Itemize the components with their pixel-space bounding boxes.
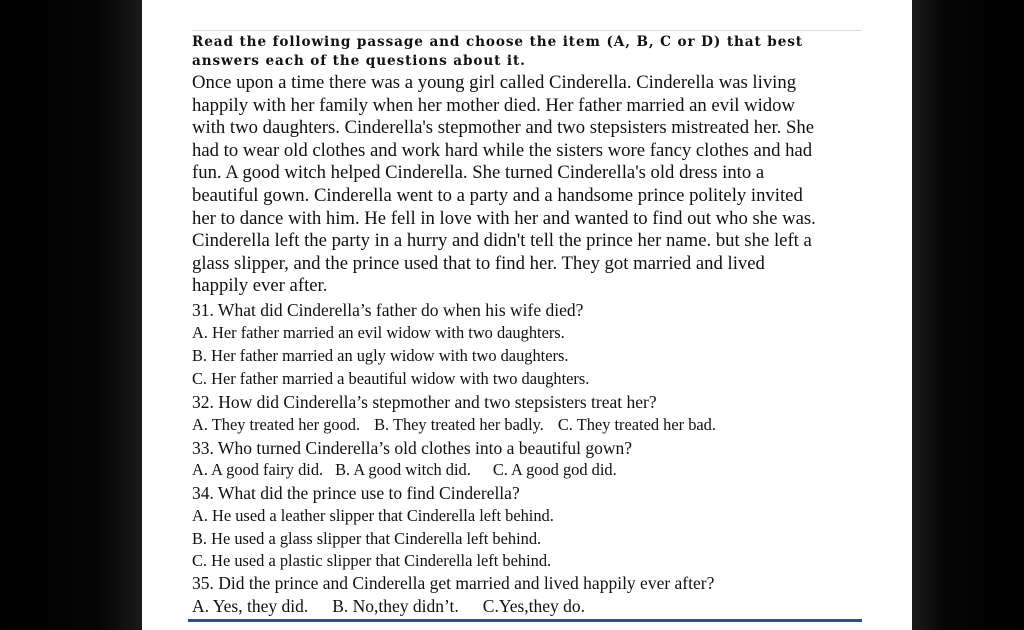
instruction-line-1: Read the following passage and choose the item (A, B, C or D) that best (192, 34, 803, 50)
passage-line: happily with her family when her mother died. Her father married an evil widow (192, 94, 795, 116)
passage-line: with two daughters. Cinderella's stepmother and two stepsisters mistreated her. She (192, 117, 815, 139)
instruction-line-2: answers each of the questions about it. (192, 53, 526, 69)
passage (192, 72, 872, 298)
passage-line: fun. A good witch helped Cinderella. She turned Cinderella's old dress into a (192, 162, 765, 184)
q35-option-c: C.Yes,they do. (482, 596, 586, 616)
q32-option-b: B. They treated her badly. (374, 415, 544, 434)
q31-option-a: A. Her father married an evil widow with two daughters. (192, 323, 565, 342)
passage-line: Cinderella left the party in a hurry and didn't tell the prince her name. but she left a (192, 230, 812, 252)
q35-options (192, 596, 585, 616)
passage-line: happily ever after. (192, 275, 328, 297)
q33-option-c: C. A good god did. (492, 460, 617, 479)
passage-line: beautiful gown. Cinderella went to a party and a handsome prince politely invited (192, 184, 803, 206)
q31-option-b: B. Her father married an ugly widow with two daughters. (192, 346, 569, 365)
bottom-rule (188, 619, 862, 622)
q33-option-b: B. A good witch did. (335, 460, 471, 479)
question-34: 34. What did the prince use to find Cinderella? (192, 483, 520, 503)
q34-option-b: B. He used a glass slipper that Cinderella left behind. (192, 529, 542, 548)
right-margin (912, 0, 1024, 630)
q31-option-c: C. Her father married a beautiful widow with two daughters. (192, 369, 590, 388)
q33-option-a: A. A good fairy did. (192, 460, 324, 479)
q35-option-a: A. Yes, they did. (192, 596, 309, 616)
question-35: 35. Did the prince and Cinderella get married and lived happily ever after? (192, 573, 715, 593)
passage-line: Once upon a time there was a young girl called Cinderella. Cinderella was living (192, 72, 797, 93)
document-page (142, 0, 912, 630)
top-rule (192, 30, 862, 31)
q34-option-c: C. He used a plastic slipper that Cinderella left behind. (192, 551, 552, 570)
q35-option-b: B. No,they didn’t. (332, 596, 459, 616)
question-32: 32. How did Cinderella’s stepmother and two stepsisters treat her? (192, 392, 657, 412)
question-33: 33. Who turned Cinderella’s old clothes into a beautiful gown? (192, 438, 632, 458)
q32-option-a: A. They treated her good. (192, 415, 361, 434)
instruction-heading (192, 33, 832, 71)
question-31: 31. What did Cinderella’s father do when his wife died? (192, 300, 584, 320)
q32-option-c: C. They treated her bad. (557, 415, 716, 434)
passage-line: had to wear old clothes and work hard while the sisters wore fancy clothes and had (192, 139, 813, 161)
left-margin (0, 0, 142, 630)
passage-line: glass slipper, and the prince used that to find her. They got married and lived (192, 252, 765, 274)
q32-options (192, 415, 716, 435)
q34-option-a: A. He used a leather slipper that Cinderella left behind. (192, 506, 554, 525)
q33-options (192, 460, 617, 480)
passage-line: her to dance with him. He fell in love with her and wanted to find out who she was. (192, 207, 816, 229)
